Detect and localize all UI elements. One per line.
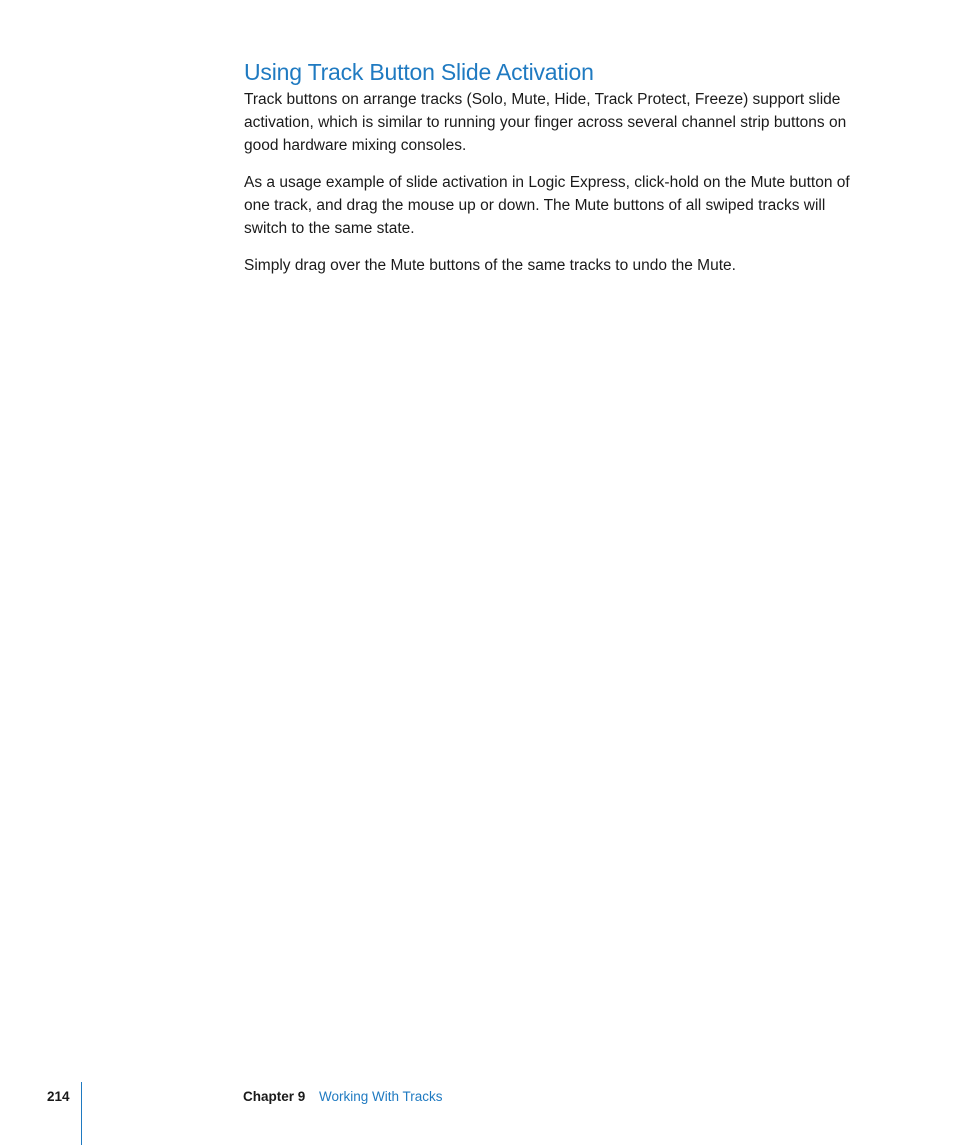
body-paragraph-1: Track buttons on arrange tracks (Solo, Mute, Hide, Track Protect, Freeze) support slide activation, which is similar to running your finger across several channel strip buttons on good hardware mixing consoles. xyxy=(244,91,847,154)
footer-divider xyxy=(81,1082,82,1145)
page-footer xyxy=(0,1082,954,1145)
body-paragraph-3: Simply drag over the Mute buttons of the same tracks to undo the Mute. xyxy=(244,257,736,274)
chapter-title: Working With Tracks xyxy=(319,1089,443,1104)
body-paragraph-2: As a usage example of slide activation in Logic Express, click-hold on the Mute button of one track, and drag the mouse up or down. The Mute buttons of all swiped tracks will switch to the same state. xyxy=(244,174,850,237)
page-number: 214 xyxy=(47,1089,70,1104)
section-title: Using Track Button Slide Activation xyxy=(244,59,594,85)
chapter-label: Chapter 9 xyxy=(243,1089,306,1104)
main-content xyxy=(244,56,869,291)
